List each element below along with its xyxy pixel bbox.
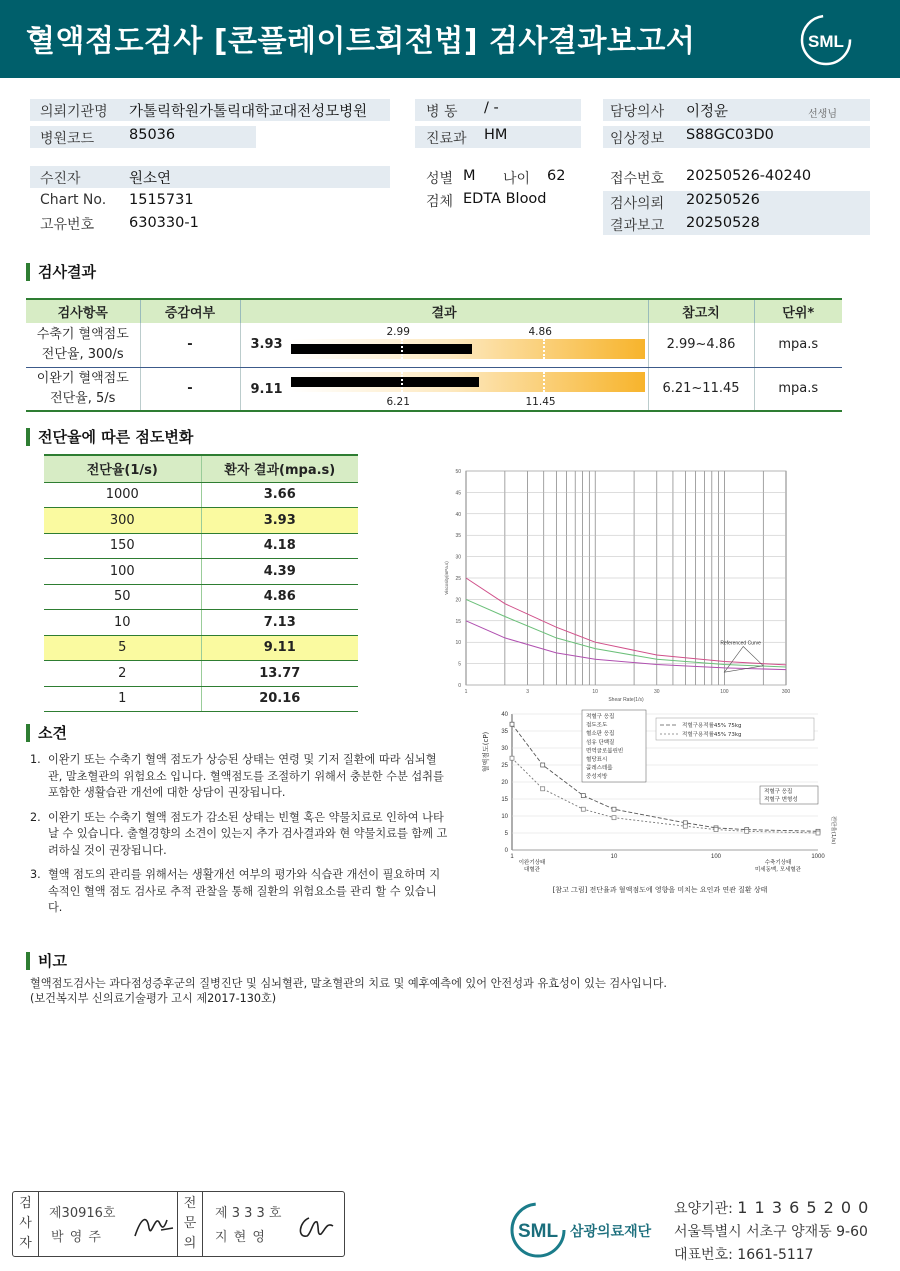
remark-line: 혈액점도검사는 과다점성증후군의 질병진단 및 심뇌혈관, 말초혈관의 치료 및 예후예측에 있어 안전성과 유효성이 있는 검사입니다. [30, 977, 667, 990]
chart2-y-tick: 35 [501, 729, 508, 735]
remark-section-title: 비고 [26, 952, 67, 970]
result-unit: mpa.s [754, 367, 842, 411]
chart2-y-tick: 40 [501, 712, 508, 718]
remark-text [30, 976, 667, 1006]
chart1-y-label: Viscosity(mPa.s) [444, 561, 449, 595]
chart2-y-tick: 5 [504, 831, 508, 837]
remark-line: (보건복지부 신의료기술평가 고시 제2017-130호) [30, 992, 277, 1005]
shear-value: 3.93 [201, 508, 358, 534]
chart2-legend-label: 적혈구용적률45% 73kg [682, 732, 742, 738]
shear-value: 7.13 [201, 610, 358, 636]
results-head-result: 결과 [240, 299, 648, 323]
shear-rate: 1000 [44, 482, 201, 508]
chart2-factor-label: 면역글로불린빈 [586, 748, 624, 755]
doctor-label: 담당의사 [610, 104, 665, 120]
shear-table [44, 454, 358, 712]
chart1-y-tick: 20 [455, 597, 461, 604]
chart1-y-tick: 30 [455, 554, 461, 561]
opinion-item: 1. 이완기 또는 수축기 혈액 점도가 상승된 상태는 연령 및 기저 질환에 따라 심뇌혈관, 말초혈관의 위험요소 입니다. 혈액점도를 조절하기 위해서 충분한 수분 섭취를 포함한 생활습관 개선에 대한 상담이 권장됩니다. [30, 753, 444, 799]
chart2-x-note-left: 대혈관 [524, 867, 540, 873]
age-label: 나이 [503, 171, 531, 187]
chart2-x-note-left: 이완기상태 [518, 860, 546, 866]
results-head-ref: 참고치 [648, 299, 754, 323]
institution-label: 의뢰기관명 [40, 104, 108, 120]
shear-rate: 2 [44, 661, 201, 687]
result-item: 이완기 혈액점도 전단율, 5/s [26, 367, 140, 411]
tester-name: 박 영 주 [51, 1230, 102, 1245]
chart2-point [510, 756, 514, 760]
chart2-right-box-label: 적혈구 변형성 [764, 797, 798, 803]
chart2-y-tick: 0 [504, 848, 508, 854]
shear-value: 4.18 [201, 533, 358, 559]
chart2-x-tick: 10 [610, 854, 618, 860]
doctor-value: 이정윤 [686, 104, 729, 120]
chart-no-value: 1515731 [129, 192, 194, 208]
footer-address: 서울특별시 서초구 양재동 9-60 [674, 1224, 868, 1240]
report-header [0, 0, 900, 78]
result-gauge-fill [291, 344, 472, 354]
chart1-x-tick: 3 [526, 689, 530, 695]
clinical-label: 임상정보 [610, 131, 665, 147]
chart1-x-tick: 30 [654, 689, 660, 695]
table-row [44, 686, 358, 712]
chart1-y-tick: 40 [455, 511, 461, 518]
tester-label: 검 사 자 [13, 1192, 39, 1256]
shear-value: 13.77 [201, 661, 358, 687]
chart-no-label: Chart No. [40, 192, 107, 208]
shear-factor-chart [478, 708, 843, 898]
chart2-point [612, 807, 616, 811]
results-table [26, 298, 842, 412]
chart2-factor-label: 중성지방 [586, 774, 608, 781]
chart2-point [541, 787, 545, 791]
chart1-y-tick: 35 [455, 533, 461, 540]
expert-name: 지 현 영 [215, 1230, 266, 1245]
chart2-point [541, 763, 545, 767]
table-row [44, 508, 358, 534]
result-unit: mpa.s [754, 323, 842, 367]
chart2-x-tick: 1000 [811, 854, 825, 860]
result-gauge [291, 372, 645, 392]
shear-rate: 150 [44, 533, 201, 559]
result-change: - [140, 323, 240, 367]
table-row [26, 367, 842, 411]
chart2-x-note-right: 수축기상태 [764, 860, 792, 866]
result-ref: 6.21~11.45 [648, 367, 754, 411]
tester-license: 제30916호 [49, 1206, 116, 1221]
report-label: 결과보고 [610, 218, 665, 234]
reception-label: 접수번호 [610, 171, 665, 187]
dept-label: 진료과 [426, 131, 467, 147]
chart2-factor-label: 점도조도 [586, 722, 608, 729]
footer-code: 요양기관: 1 1 3 6 5 2 0 0 [674, 1198, 870, 1217]
chart2-y-tick: 25 [501, 763, 508, 769]
table-row [44, 482, 358, 508]
chart1-y-tick: 15 [455, 618, 461, 625]
ref-high-mark: 11.45 [525, 395, 556, 408]
shear-value: 4.39 [201, 559, 358, 585]
shear-section-title: 전단율에 따른 점도변화 [26, 428, 193, 446]
chart1-y-tick: 45 [455, 490, 461, 497]
result-change: - [140, 367, 240, 411]
chart1-y-tick: 5 [458, 661, 461, 668]
chart2-y-label: 혈액점도(cP) [482, 731, 490, 773]
tester-signature-icon [131, 1208, 177, 1244]
chart2-y-tick: 30 [501, 746, 508, 752]
chart1-y-tick: 50 [455, 469, 461, 475]
sml-logo-text: SML [808, 32, 844, 51]
result-item: 수축기 혈액점도 전단율, 300/s [26, 323, 140, 367]
expert-label: 전 문 의 [177, 1192, 203, 1256]
shear-header-row [44, 455, 358, 482]
results-section-title: 검사결과 [26, 263, 96, 281]
opinion-item: 3. 혈액 점도의 관리를 위해서는 생활개선 여부의 평가와 식습관 개선이 필요하며 지속적인 혈액 점도 검사로 추적 관찰을 통해 질환의 위험요소를 관리 할 수 있습니다. [30, 868, 441, 914]
shear-rate: 300 [44, 508, 201, 534]
ref-low-mark: 6.21 [386, 395, 410, 408]
chart2-point [510, 722, 514, 726]
shear-rate: 1 [44, 686, 201, 712]
patient-label: 수진자 [40, 171, 81, 187]
sex-label: 성별 [426, 171, 454, 187]
report-title: 혈액점도검사 [콘플레이트회전법] 검사결과보고서 [26, 24, 696, 59]
table-row [44, 661, 358, 687]
result-gauge [291, 339, 645, 359]
unique-id-label: 고유번호 [40, 217, 95, 233]
patient-box [30, 166, 390, 188]
sml-logo-icon [800, 14, 852, 66]
ward-label: 병 동 [426, 104, 458, 120]
chart2-point [581, 807, 585, 811]
unique-id-value: 630330-1 [129, 215, 199, 231]
shear-value: 3.66 [201, 482, 358, 508]
footer [508, 1196, 888, 1266]
chart1-x-label: Shear Rate(1/s) [608, 697, 644, 703]
ref-high-line [543, 372, 545, 392]
chart1-y-tick: 0 [458, 683, 461, 689]
sex-value: M [463, 168, 476, 184]
footer-phone: 대표번호: 1661-5117 [674, 1247, 814, 1263]
specimen-label: 검체 [426, 194, 454, 210]
result-gauge-fill [291, 377, 480, 387]
chart2-x-tick: 1 [510, 854, 514, 860]
table-row [44, 635, 358, 661]
chart2-factor-label: 혈당표시 [586, 757, 608, 763]
chart2-x-tick: 100 [710, 854, 722, 860]
chart2-point [816, 831, 820, 835]
ref-high-mark: 4.86 [528, 326, 552, 338]
hospital-code-label: 병원코드 [40, 131, 95, 147]
result-ref: 2.99~4.86 [648, 323, 754, 367]
chart1-x-tick: 300 [781, 689, 791, 695]
footer-org-name: 삼광의료재단 [570, 1224, 652, 1240]
table-row [44, 584, 358, 610]
ward-value: / - [484, 100, 499, 116]
results-head-unit: 단위* [754, 299, 842, 323]
chart2-series-line [512, 724, 818, 831]
result-cell [240, 367, 648, 411]
shear-value: 4.86 [201, 584, 358, 610]
opinion-section-title: 소견 [26, 724, 67, 742]
request-value: 20250526 [686, 192, 760, 208]
chart2-right-axis-label: 전단율(1/s) [830, 815, 836, 845]
table-row [44, 610, 358, 636]
chart2-x-note-right: 미세동맥, 모세혈관 [754, 867, 802, 873]
shear-value: 20.16 [201, 686, 358, 712]
ref-low-mark: 2.99 [386, 326, 410, 338]
opinion-item: 2. 이완기 또는 수축기 혈액 점도가 감소된 상태는 빈혈 혹은 약물치료로 인하여 나타날 수 있습니다. 출혈경향의 소견이 있는지 추가 검사결과와 현 약물치료를 함께 고려하실 것이 권장됩니다. [30, 810, 448, 857]
chart1-y-tick: 25 [455, 576, 461, 582]
results-head-change: 증감여부 [140, 299, 240, 323]
result-value: 9.11 [250, 381, 283, 397]
result-cell [240, 323, 648, 367]
signature-box [12, 1191, 345, 1257]
dept-value: HM [484, 127, 508, 143]
age-value: 62 [547, 168, 566, 184]
chart2-point [745, 829, 749, 833]
doctor-suffix: 선생님 [808, 109, 837, 120]
shear-rate: 10 [44, 610, 201, 636]
request-label: 검사의뢰 [610, 196, 665, 212]
shear-rate: 5 [44, 635, 201, 661]
chart2-y-tick: 20 [501, 780, 508, 786]
chart1-annotation: Referenced Curve [720, 640, 761, 647]
chart2-factor-label: 콜레스테롤 [586, 765, 613, 772]
expert-signature-icon [293, 1208, 339, 1244]
shear-head-rate: 전단율(1/s) [44, 455, 201, 482]
chart2-y-tick: 10 [501, 814, 508, 820]
sml-footer-logo-icon [508, 1200, 568, 1260]
chart2-factor-label: 섬유 단백질 [586, 739, 615, 746]
chart1-x-tick: 10 [592, 689, 598, 695]
clinical-value: S88GC03D0 [686, 127, 774, 143]
chart2-factor-label: 혈소판 응집 [586, 731, 615, 738]
reception-value: 20250526-40240 [686, 168, 812, 184]
chart2-factor-label: 적혈구 응집 [586, 714, 615, 720]
chart2-right-box-label: 적혈구 응집 [764, 789, 793, 795]
specimen-value: EDTA Blood [463, 191, 547, 207]
chart2-point [581, 794, 585, 798]
chart2-y-tick: 15 [501, 797, 508, 803]
table-row [44, 559, 358, 585]
expert-license: 제 3 3 3 호 [215, 1206, 282, 1221]
chart2-legend-label: 적혈구용적률45% 75kg [682, 723, 742, 729]
chart2-caption: [참고 그림] 전단율과 혈액점도에 영향을 미치는 요인과 연관 질환 상태 [552, 886, 768, 894]
chart1-y-tick: 10 [455, 640, 461, 647]
chart1-x-tick: 100 [720, 689, 729, 695]
ref-low-line [401, 339, 403, 359]
results-head-item: 검사항목 [26, 299, 140, 323]
chart2-point [714, 828, 718, 832]
hospital-code-value: 85036 [129, 127, 176, 143]
ref-high-line [543, 339, 545, 359]
patient-value: 원소연 [129, 171, 172, 187]
institution-value: 가톨릭학원가톨릭대학교대전성모병원 [129, 104, 368, 120]
viscosity-reference-chart [440, 465, 795, 705]
table-row [44, 533, 358, 559]
shear-rate: 100 [44, 559, 201, 585]
ref-low-line [401, 372, 403, 392]
results-header-row [26, 299, 842, 323]
shear-rate: 50 [44, 584, 201, 610]
opinion-list [30, 752, 450, 925]
chart2-point [612, 816, 616, 820]
svg-text:SML: SML [517, 1221, 559, 1242]
result-value: 3.93 [250, 337, 283, 352]
shear-head-value: 환자 결과(mpa.s) [201, 455, 358, 482]
report-value: 20250528 [686, 215, 760, 231]
chart2-point [683, 824, 687, 828]
chart1-x-tick: 1 [464, 689, 468, 695]
table-row [26, 323, 842, 367]
shear-value: 9.11 [201, 635, 358, 661]
